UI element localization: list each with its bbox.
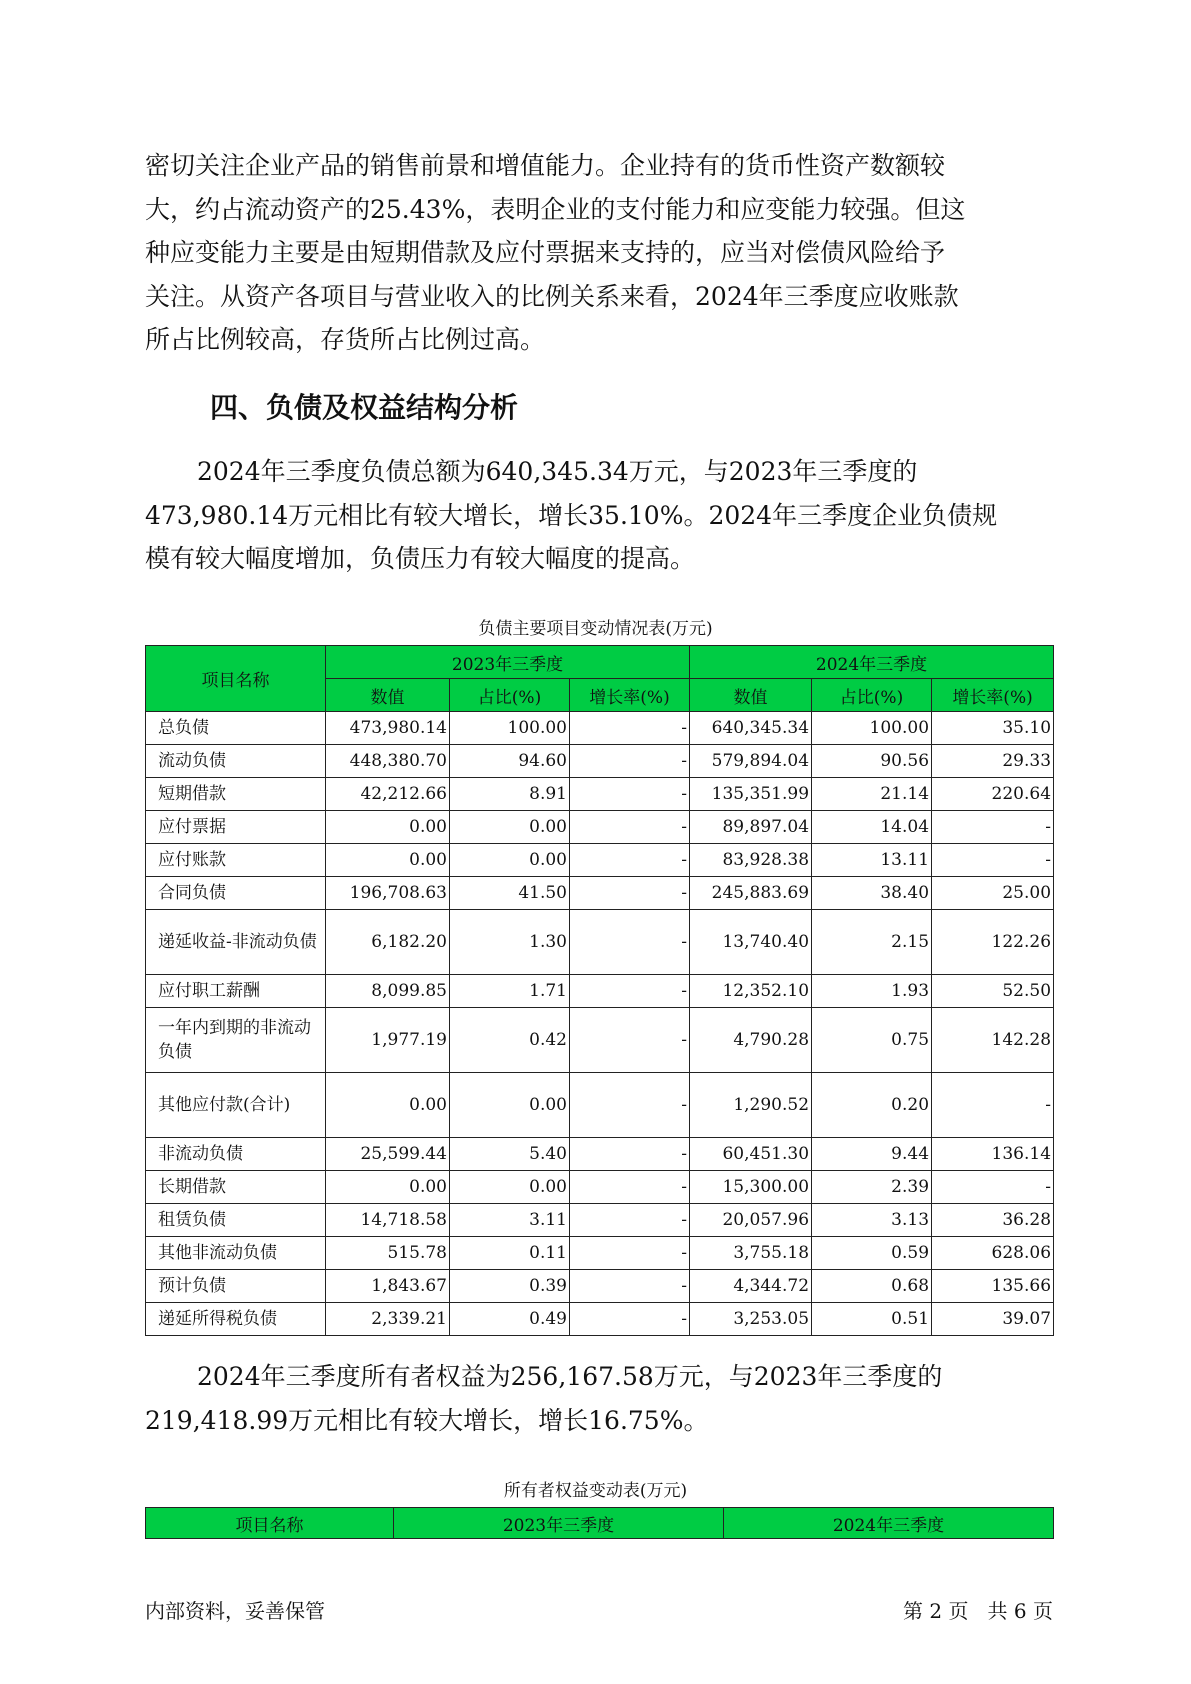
value-2024: 20,057.96	[690, 1204, 812, 1237]
share-2024: 0.51	[812, 1303, 932, 1336]
row-item-name: 其他应付款(合计)	[146, 1073, 326, 1138]
growth-2024: -	[932, 811, 1054, 844]
share-2023: 3.11	[450, 1204, 570, 1237]
liability-line: 2024年三季度负债总额为640,345.34万元，与2023年三季度的	[197, 457, 918, 486]
intro-paragraph	[145, 144, 1045, 362]
section-heading: 四、负债及权益结构分析	[210, 391, 519, 424]
share-2024: 1.93	[812, 975, 932, 1008]
table-row	[146, 1171, 1054, 1204]
growth-2023: -	[570, 1138, 690, 1171]
table-row	[146, 778, 1054, 811]
header-growth: 增长率(%)	[932, 679, 1054, 712]
share-2024: 3.13	[812, 1204, 932, 1237]
table-row	[146, 1270, 1054, 1303]
table-row	[146, 1008, 1054, 1073]
share-2023: 0.00	[450, 844, 570, 877]
share-2024: 38.40	[812, 877, 932, 910]
liability-line: 473,980.14万元相比有较大增长，增长35.10%。2024年三季度企业负债规	[145, 500, 998, 530]
equity-header-period-2024: 2024年三季度	[724, 1508, 1054, 1539]
growth-2024: 628.06	[932, 1237, 1054, 1270]
growth-2023: -	[570, 1073, 690, 1138]
header-share: 占比(%)	[812, 679, 932, 712]
value-2023: 1,977.19	[326, 1008, 450, 1073]
value-2023: 1,843.67	[326, 1270, 450, 1303]
share-2024: 0.68	[812, 1270, 932, 1303]
row-item-name: 应付票据	[146, 811, 326, 844]
equity-table-caption: 所有者权益变动表(万元)	[503, 1481, 688, 1501]
growth-2023: -	[570, 877, 690, 910]
value-2023: 0.00	[326, 1171, 450, 1204]
row-item-name: 短期借款	[146, 778, 326, 811]
equity-table	[145, 1507, 1054, 1539]
intro-line: 种应变能力主要是由短期借款及应付票据来支持的，应当对偿债风险给予	[145, 238, 946, 267]
table-row	[146, 1204, 1054, 1237]
value-2023: 0.00	[326, 811, 450, 844]
row-item-name: 流动负债	[146, 745, 326, 778]
header-item-name: 项目名称	[146, 646, 326, 712]
value-2024: 89,897.04	[690, 811, 812, 844]
growth-2024: -	[932, 1171, 1054, 1204]
value-2023: 448,380.70	[326, 745, 450, 778]
value-2024: 4,790.28	[690, 1008, 812, 1073]
value-2023: 25,599.44	[326, 1138, 450, 1171]
share-2023: 5.40	[450, 1138, 570, 1171]
table-row	[146, 1237, 1054, 1270]
growth-2024: 122.26	[932, 910, 1054, 975]
share-2023: 100.00	[450, 712, 570, 745]
share-2024: 90.56	[812, 745, 932, 778]
row-item-name: 合同负债	[146, 877, 326, 910]
share-2024: 2.15	[812, 910, 932, 975]
growth-2024: 39.07	[932, 1303, 1054, 1336]
value-2024: 1,290.52	[690, 1073, 812, 1138]
table-row	[146, 1073, 1054, 1138]
header-period-2024: 2024年三季度	[690, 646, 1054, 679]
share-2024: 14.04	[812, 811, 932, 844]
growth-2024: -	[932, 844, 1054, 877]
share-2023: 1.71	[450, 975, 570, 1008]
row-item-name: 递延收益-非流动负债	[146, 910, 326, 975]
value-2023: 196,708.63	[326, 877, 450, 910]
growth-2024: 35.10	[932, 712, 1054, 745]
table-row	[146, 811, 1054, 844]
share-2024: 13.11	[812, 844, 932, 877]
footer-page-number: 第 2 页 共 6 页	[903, 1599, 1053, 1623]
value-2023: 8,099.85	[326, 975, 450, 1008]
growth-2024: -	[932, 1073, 1054, 1138]
share-2023: 0.49	[450, 1303, 570, 1336]
share-2024: 0.20	[812, 1073, 932, 1138]
row-item-name: 长期借款	[146, 1171, 326, 1204]
growth-2023: -	[570, 1204, 690, 1237]
intro-line: 关注。从资产各项目与营业收入的比例关系来看，2024年三季度应收账款	[145, 281, 959, 311]
share-2023: 0.00	[450, 811, 570, 844]
growth-2023: -	[570, 745, 690, 778]
footer-left: 内部资料，妥善保管	[145, 1599, 325, 1623]
intro-line: 所占比例较高，存货所占比例过高。	[145, 325, 546, 354]
equity-line: 219,418.99万元相比有较大增长，增长16.75%。	[145, 1405, 709, 1435]
row-item-name: 其他非流动负债	[146, 1237, 326, 1270]
share-2023: 0.39	[450, 1270, 570, 1303]
growth-2024: 29.33	[932, 745, 1054, 778]
row-item-name: 应付职工薪酬	[146, 975, 326, 1008]
growth-2024: 220.64	[932, 778, 1054, 811]
table-row	[146, 877, 1054, 910]
growth-2023: -	[570, 1171, 690, 1204]
share-2023: 8.91	[450, 778, 570, 811]
share-2024: 0.75	[812, 1008, 932, 1073]
liability-table	[145, 645, 1054, 1336]
value-2024: 4,344.72	[690, 1270, 812, 1303]
growth-2024: 25.00	[932, 877, 1054, 910]
share-2024: 2.39	[812, 1171, 932, 1204]
table-row	[146, 1303, 1054, 1336]
value-2023: 2,339.21	[326, 1303, 450, 1336]
row-item-name: 递延所得税负债	[146, 1303, 326, 1336]
growth-2023: -	[570, 811, 690, 844]
share-2023: 94.60	[450, 745, 570, 778]
growth-2023: -	[570, 1303, 690, 1336]
growth-2023: -	[570, 844, 690, 877]
header-period-2023: 2023年三季度	[326, 646, 690, 679]
table-row	[146, 1138, 1054, 1171]
growth-2024: 136.14	[932, 1138, 1054, 1171]
row-item-name: 非流动负债	[146, 1138, 326, 1171]
header-value: 数值	[326, 679, 450, 712]
value-2024: 12,352.10	[690, 975, 812, 1008]
liability-table-caption: 负债主要项目变动情况表(万元)	[478, 619, 713, 639]
growth-2024: 135.66	[932, 1270, 1054, 1303]
value-2024: 245,883.69	[690, 877, 812, 910]
intro-line: 密切关注企业产品的销售前景和增值能力。企业持有的货币性资产数额较	[145, 151, 946, 180]
share-2023: 0.00	[450, 1073, 570, 1138]
growth-2023: -	[570, 1237, 690, 1270]
value-2024: 15,300.00	[690, 1171, 812, 1204]
share-2024: 9.44	[812, 1138, 932, 1171]
growth-2023: -	[570, 1008, 690, 1073]
value-2023: 473,980.14	[326, 712, 450, 745]
value-2023: 0.00	[326, 844, 450, 877]
value-2023: 0.00	[326, 1073, 450, 1138]
value-2024: 135,351.99	[690, 778, 812, 811]
growth-2023: -	[570, 910, 690, 975]
growth-2023: -	[570, 712, 690, 745]
value-2024: 3,253.05	[690, 1303, 812, 1336]
table-row	[146, 712, 1054, 745]
value-2023: 6,182.20	[326, 910, 450, 975]
row-item-name: 一年内到期的非流动负债	[146, 1008, 326, 1073]
row-item-name: 预计负债	[146, 1270, 326, 1303]
share-2023: 41.50	[450, 877, 570, 910]
equity-header-period-2023: 2023年三季度	[394, 1508, 724, 1539]
row-item-name: 租赁负债	[146, 1204, 326, 1237]
growth-2023: -	[570, 1270, 690, 1303]
header-growth: 增长率(%)	[570, 679, 690, 712]
table-row	[146, 910, 1054, 975]
row-item-name: 总负债	[146, 712, 326, 745]
share-2023: 1.30	[450, 910, 570, 975]
equity-paragraph	[145, 1355, 1045, 1442]
value-2024: 13,740.40	[690, 910, 812, 975]
share-2024: 0.59	[812, 1237, 932, 1270]
value-2023: 14,718.58	[326, 1204, 450, 1237]
liability-line: 模有较大幅度增加，负债压力有较大幅度的提高。	[145, 544, 696, 573]
share-2024: 21.14	[812, 778, 932, 811]
row-item-name: 应付账款	[146, 844, 326, 877]
value-2023: 42,212.66	[326, 778, 450, 811]
share-2023: 0.11	[450, 1237, 570, 1270]
growth-2024: 52.50	[932, 975, 1054, 1008]
growth-2024: 142.28	[932, 1008, 1054, 1073]
value-2024: 579,894.04	[690, 745, 812, 778]
share-2024: 100.00	[812, 712, 932, 745]
value-2024: 3,755.18	[690, 1237, 812, 1270]
table-row	[146, 975, 1054, 1008]
growth-2023: -	[570, 975, 690, 1008]
equity-line: 2024年三季度所有者权益为256,167.58万元，与2023年三季度的	[197, 1362, 943, 1391]
growth-2024: 36.28	[932, 1204, 1054, 1237]
table-row	[146, 844, 1054, 877]
share-2023: 0.00	[450, 1171, 570, 1204]
share-2023: 0.42	[450, 1008, 570, 1073]
value-2024: 640,345.34	[690, 712, 812, 745]
table-row	[146, 745, 1054, 778]
intro-line: 大，约占流动资产的25.43%，表明企业的支付能力和应变能力较强。但这	[145, 194, 966, 224]
liability-paragraph	[145, 450, 1045, 581]
growth-2023: -	[570, 778, 690, 811]
value-2024: 83,928.38	[690, 844, 812, 877]
value-2024: 60,451.30	[690, 1138, 812, 1171]
header-share: 占比(%)	[450, 679, 570, 712]
header-value: 数值	[690, 679, 812, 712]
equity-header-item-name: 项目名称	[146, 1508, 394, 1539]
value-2023: 515.78	[326, 1237, 450, 1270]
